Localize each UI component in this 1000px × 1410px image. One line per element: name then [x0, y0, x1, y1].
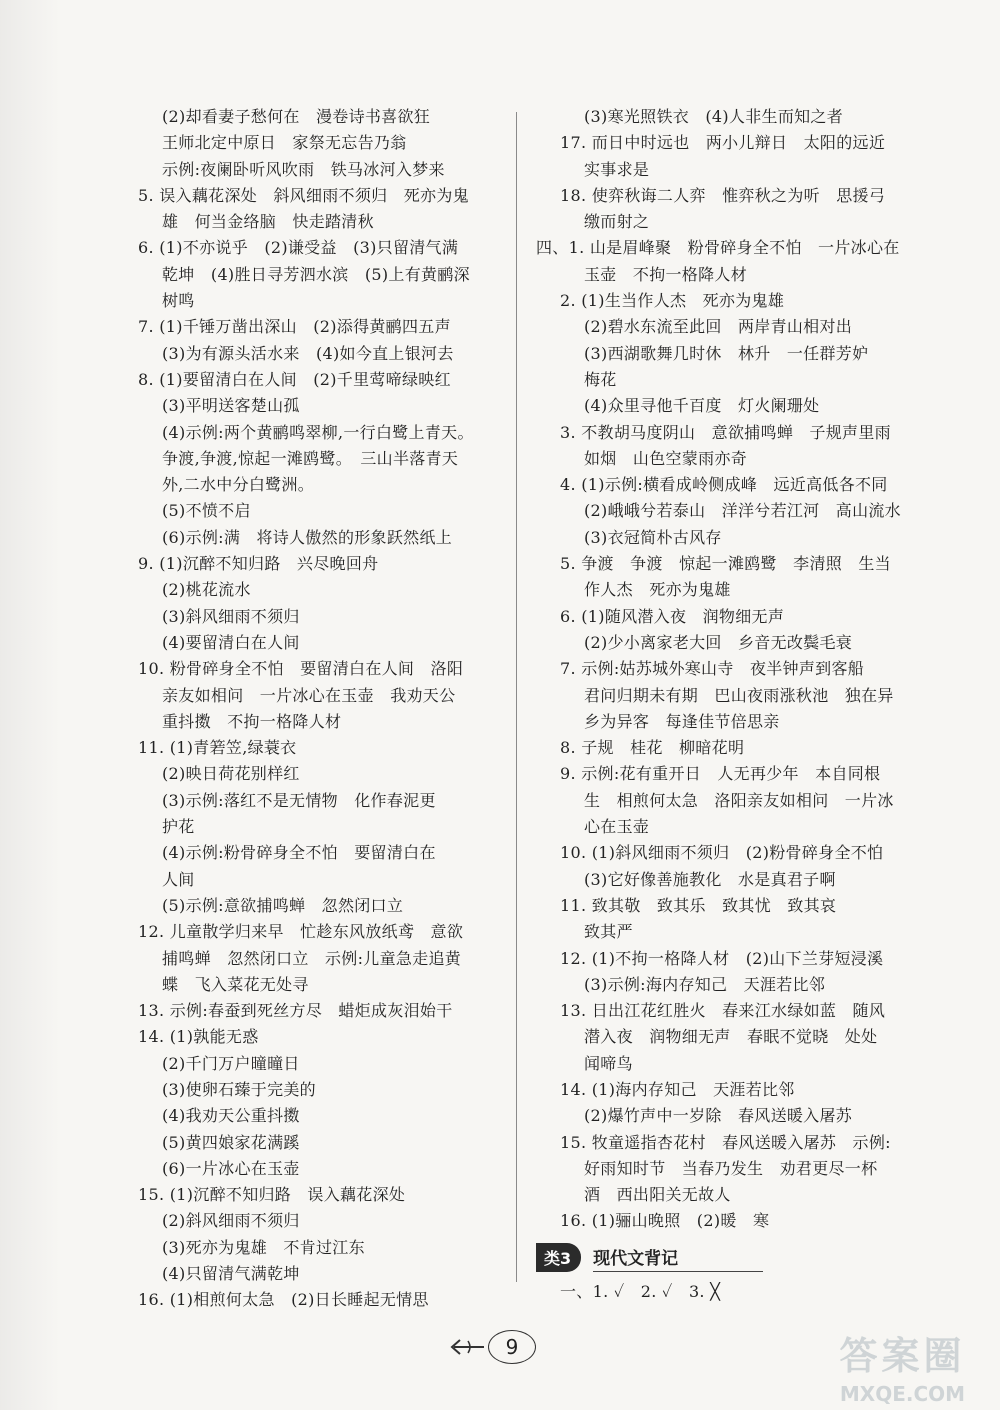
answer-line: (4)只留清气满乾坤 [162, 1264, 300, 1284]
answer-line: 好雨知时节 当春乃发生 劝君更尽一杯 [584, 1158, 878, 1178]
answer-line: 8. (1)要留清白在人间 (2)千里莺啼绿映红 [138, 369, 451, 389]
answer-line: 17. 而日中时远也 两小儿辩日 太阳的远近 [560, 133, 886, 153]
answer-line: 人间 [162, 869, 195, 889]
answer-line: 玉壶 不拘一格降人材 [584, 264, 748, 284]
answer-line: (3)死亦为鬼雄 不肯过江东 [162, 1237, 365, 1257]
answer-line: 8. 子规 桂花 柳暗花明 [560, 738, 745, 758]
right-column [536, 104, 932, 1305]
answer-line: 重抖擞 不拘一格降人材 [162, 711, 342, 731]
answer-line: 15. 牧童遥指杏花村 春风送暖入屠苏 示例: [560, 1132, 891, 1152]
answer-line: 潜入夜 润物细无声 春眠不觉晓 处处 [584, 1027, 878, 1047]
answer-line: 外,二水中分白鹭洲。 [162, 475, 315, 495]
answer-line: 酒 西出阳关无故人 [584, 1185, 731, 1205]
page-footer [448, 1330, 536, 1364]
answer-line: 如烟 山色空蒙雨亦奇 [584, 448, 748, 468]
left-column [138, 104, 510, 1314]
answer-line: (2)桃花流水 [162, 580, 251, 600]
answer-line: 12. 儿童散学归来早 忙趁东风放纸鸢 意欲 [138, 922, 464, 942]
answer-line: 君问归期未有期 巴山夜雨涨秋池 独在异 [584, 685, 894, 705]
answer-line: (2)映日荷花别样红 [162, 764, 300, 784]
answer-line: 7. 示例:姑苏城外寒山寺 夜半钟声到客船 [560, 659, 865, 679]
answer-line: (3)示例:海内存知己 天涯若比邻 [584, 974, 826, 994]
section-badge: 类3 [536, 1243, 581, 1272]
answer-line: 14. (1)孰能无惑 [138, 1027, 259, 1047]
answer-line: (2)却看妻子愁何在 漫卷诗书喜欲狂 [162, 107, 431, 126]
answer-line: 13. 日出江花红胜火 春来江水绿如蓝 随风 [560, 1001, 886, 1021]
answer-line: (4)众里寻他千百度 灯火阑珊处 [584, 396, 820, 416]
watermark-url: MXQE.COM [839, 1382, 966, 1406]
answer-line: (3)衣冠简朴古风存 [584, 527, 722, 547]
answer-line: (3)斜风细雨不须归 [162, 606, 300, 626]
answer-line: (2)爆竹声中一岁除 春风送暖入屠苏 [584, 1106, 853, 1126]
answer-line: (2)少小离家老大回 乡音无改鬓毛衰 [584, 632, 853, 652]
answer-line: (4)示例:粉骨碎身全不怕 要留清白在 [162, 843, 436, 863]
answer-line: 3. 不教胡马度阴山 意欲捕鸣蝉 子规声里雨 [560, 422, 891, 442]
section-heading [536, 1241, 932, 1275]
answer-line: (3)示例:落红不是无情物 化作春泥更 [162, 790, 436, 810]
answer-line: 争渡,争渡,惊起一滩鸥鹭。 三山半落青天 [162, 448, 459, 468]
answer-line: 致其严 [584, 922, 633, 942]
answer-line: 树鸣 [162, 291, 195, 311]
answer-line: 示例:夜阑卧听风吹雨 铁马冰河入梦来 [162, 159, 445, 179]
watermark [815, 1325, 990, 1406]
answer-line: 9. 示例:花有重开日 人无再少年 本自同根 [560, 764, 881, 784]
answer-line: (2)斜风细雨不须归 [162, 1211, 300, 1231]
answer-line: (4)我劝天公重抖擞 [162, 1106, 300, 1126]
answer-line: 实事求是 [584, 159, 650, 179]
answer-line: 5. 误入藕花深处 斜风细雨不须归 死亦为鬼 [138, 185, 469, 205]
answer-line: 15. (1)沉醉不知归路 误入藕花深处 [138, 1185, 406, 1205]
answer-line: 心在玉壶 [584, 817, 650, 837]
answer-line: 6. (1)不亦说乎 (2)谦受益 (3)只留清气满 [138, 238, 459, 258]
answer-line: 乡为异客 每逢佳节倍思亲 [584, 711, 780, 731]
answer-line: (6)示例:满 将诗人傲然的形象跃然纸上 [162, 527, 453, 547]
answer-line: 10. (1)斜风细雨不须归 (2)粉骨碎身全不怕 [560, 843, 884, 863]
answer-line: 雄 何当金络脑 快走踏清秋 [162, 212, 374, 232]
answer-line: (4)要留清白在人间 [162, 632, 300, 652]
answer-line-final: 一、1. ✓ 2. ✓ 3. ╳ [560, 1281, 721, 1301]
answer-line: 13. 示例:春蚕到死丝方尽 蜡炬成灰泪始干 [138, 1001, 453, 1021]
answer-line: 10. 粉骨碎身全不怕 要留清白在人间 洛阳 [138, 659, 464, 679]
answer-line: (3)使卵石臻于完美的 [162, 1079, 316, 1099]
answer-line: 4. (1)示例:横看成岭侧成峰 远近高低各不同 [560, 475, 888, 495]
answer-line: (5)黄四娘家花满蹊 [162, 1132, 300, 1152]
page-number: 9 [488, 1330, 536, 1364]
answer-line: 11. 致其敬 致其乐 致其忧 致其哀 [560, 895, 837, 915]
answer-line: 梅花 [584, 369, 617, 389]
answer-line: 12. (1)不拘一格降人材 (2)山下兰芽短浸溪 [560, 948, 884, 968]
answer-line: (6)一片冰心在玉壶 [162, 1158, 300, 1178]
section-title: 现代文背记 [593, 1244, 763, 1272]
answer-line: 闻啼鸟 [584, 1053, 633, 1073]
answer-line: (2)千门万户曈曈日 [162, 1053, 300, 1073]
answer-line: 蝶 飞入菜花无处寻 [162, 974, 309, 994]
answer-line: 16. (1)相煎何太急 (2)日长睡起无情思 [138, 1290, 429, 1310]
scan-edge-shadow [0, 0, 60, 1410]
answer-line: 作人杰 死亦为鬼雄 [584, 580, 731, 600]
answer-line: (5)不愤不启 [162, 501, 251, 521]
answer-line: 5. 争渡 争渡 惊起一滩鸥鹭 李清照 生当 [560, 554, 891, 574]
answer-line: (4)示例:两个黄鹂鸣翠柳,一行白鹭上青天。 [162, 422, 474, 442]
answer-line: 护花 [162, 817, 195, 837]
answer-line: 18. 使弈秋诲二人弈 惟弈秋之为听 思援弓 [560, 185, 886, 205]
answer-line: (3)为有源头活水来 (4)如今直上银河去 [162, 343, 454, 363]
answer-line: 16. (1)骊山晚照 (2)暖 寒 [560, 1211, 770, 1231]
answer-line: 9. (1)沉醉不知归路 兴尽晚回舟 [138, 554, 379, 574]
answer-line: 缴而射之 [584, 212, 650, 232]
answer-line: 6. (1)随风潜入夜 润物细无声 [560, 606, 785, 626]
answer-line: 王师北定中原日 家祭无忘告乃翁 [162, 133, 407, 153]
answer-line: 乾坤 (4)胜日寻芳泗水滨 (5)上有黄鹂深 [162, 264, 470, 284]
answer-line: (2)碧水东流至此回 两岸青山相对出 [584, 317, 853, 337]
column-divider [516, 112, 517, 1282]
answer-line: (3)它好像善施教化 水是真君子啊 [584, 869, 836, 889]
answer-line: (3)平明送客楚山孤 [162, 396, 300, 416]
answer-line: 7. (1)千锤万凿出深山 (2)添得黄鹂四五声 [138, 317, 451, 337]
answer-line: 14. (1)海内存知己 天涯若比邻 [560, 1079, 795, 1099]
answer-line: 亲友如相问 一片冰心在玉壶 我劝天公 [162, 685, 456, 705]
answer-line: 四、1. 山是眉峰聚 粉骨碎身全不怕 一片冰心在 [536, 238, 900, 258]
answer-line: 捕鸣蝉 忽然闭口立 示例:儿童急走追黄 [162, 948, 462, 968]
answer-line: (2)峨峨兮若泰山 洋洋兮若江河 高山流水 [584, 501, 901, 521]
arrow-left-icon [448, 1336, 486, 1358]
answer-line: (5)示例:意欲捕鸣蝉 忽然闭口立 [162, 895, 404, 915]
right-column-lines [536, 104, 932, 1235]
answer-line: 生 相煎何太急 洛阳亲友如相问 一片冰 [584, 790, 894, 810]
answer-line: 11. (1)青箬笠,绿蓑衣 [138, 738, 297, 758]
answer-line: (3)寒光照铁衣 (4)人非生而知之者 [584, 107, 844, 126]
watermark-text: 答案圈 [839, 1334, 966, 1378]
answer-line: 2. (1)生当作人杰 死亦为鬼雄 [560, 291, 785, 311]
answer-line: (3)西湖歌舞几时休 林升 一任群芳妒 [584, 343, 869, 363]
